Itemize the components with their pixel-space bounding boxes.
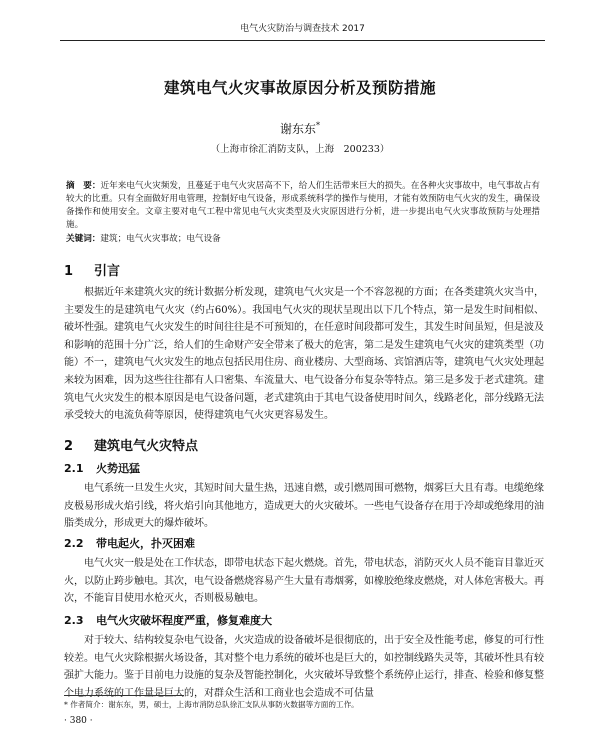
subsection-heading-2-1 — [64, 460, 140, 476]
author-line — [0, 120, 600, 137]
subsection-title: 火势迅猛 — [96, 462, 140, 475]
section-heading-features — [64, 435, 198, 454]
subsection-heading-2-3 — [64, 612, 272, 628]
footnote-rule — [64, 695, 184, 696]
paragraph-2-2: 电气火灾一般是处在工作状态，即带电状态下起火燃烧。首先，带电状态，消防灭火人员不能盲目靠近灭火，以防止跨步触电。其次，电气设备燃烧容易产生大量有毒烟雾，如橡胶绝缘皮燃烧，对人体危害极大。再次，不能盲目使用水枪灭火，否则极易触电。 — [64, 558, 544, 605]
keywords — [66, 233, 540, 246]
subsection-number: 2.3 — [64, 614, 84, 627]
section-heading-intro — [64, 260, 120, 279]
paragraph-intro: 根据近年来建筑火灾的统计数据分析发现，建筑电气火灾是一个不容忽视的方面；在各类建筑火灾当中，主要发生的是建筑电气火灾（约占60%）。我国电气火灾的现状呈现出以下几个特点，第一是发生时间相似、破坏性强。建筑电气火灾发生的时间往往是不可预知的，在任意时间段都可发生，其发生时间虽短，但是波及和影响的范围十分广泛，给人们的生命财产安全带来了极大的危害，第二是发生建筑电气火灾的建筑类型（功能）不一，建筑电气火灾发生的地点包括民用住房、商业楼房、大型商场、宾馆酒店等，建筑电气火灾处理起来较为困难，因为这些往往都有人口密集、车流量大、电气设备分布复杂等特点。第三是多发于老式建筑。建筑电气火灾发生的根本原因是电气设备问题，老式建筑由于其电气设备使用时间久，线路老化，部分线路无法承受较大的电流负荷等原因，使得建筑电气火灾更容易发生。 — [64, 287, 544, 422]
author-footnote-mark: * — [316, 121, 320, 130]
keywords-text: 建筑；电气火灾事故；电气设备 — [100, 234, 221, 244]
author-name: 谢东东 — [279, 122, 316, 136]
section-number: 1 — [64, 264, 74, 279]
section-title: 引言 — [94, 264, 121, 279]
section-number: 2 — [64, 439, 74, 454]
page-number: · 380 · — [64, 716, 93, 726]
section-title: 建筑电气火灾特点 — [94, 439, 199, 454]
affiliation: （上海市徐汇消防支队，上海 200233） — [210, 144, 390, 155]
author-footnote: * 作者简介：谢东东，男，硕士，上海市消防总队徐汇支队从事防火数据等方面的工作。 — [64, 700, 359, 709]
subsection-heading-2-2 — [64, 535, 195, 551]
subsection-title: 电气火灾破坏程度严重，修复难度大 — [96, 614, 272, 627]
article-title: 建筑电气火灾事故原因分析及预防措施 — [163, 79, 436, 97]
subsection-number: 2.2 — [64, 537, 84, 550]
subsection-title: 带电起火，扑灭困难 — [96, 537, 195, 550]
paragraph-2-1: 电气系统一旦发生火灾，其短时间大量生热，迅速自燃，或引燃周围可燃物，烟雾巨大且有毒。电缆绝缘皮极易形成火焰引线，将火焰引向其他地方，造成更大的火灾破坏。一些电气设备存在用于冷却或绝缘用的油脂类成分，形成更大的爆炸破坏。 — [64, 483, 544, 530]
abstract-text: 近年来电气火灾频发，且蔓延于电气火灾居高不下，给人们生活带来巨大的损失。在各种火灾事故中，电气事故占有较大的比重。只有全面做好用电管理，控制好电气设备，形成系统科学的操作与使用，才能有效预防电气火灾的发生，确保设备操作和使用安全。文章主要对电气工程中常见电气火灾类型及火灾原因进行分析，进一步提出电气火灾事故预防与处理措施。 — [66, 181, 540, 230]
keywords-label: 关键词： — [66, 234, 101, 244]
subsection-number: 2.1 — [64, 462, 84, 475]
paragraph-2-3: 对于较大、结构较复杂电气设备，火灾造成的设备破坏是很彻底的，出于安全及性能考虑，修复的可行性较差。电气火灾除根据火场设备，其对整个电力系统的破坏也是巨大的，如控制线路失灵等，其破坏性具有较强扩大能力。鉴于目前电力设施的复杂及智能控制化，火灾破坏导致整个系统停止运行，排查、检验和修复整个电力系统的工作量是巨大的，对群众生活和工商业也会造成不可估量 — [64, 635, 544, 699]
running-header: 电气火灾防治与调查技术 2017 — [60, 22, 545, 41]
abstract — [66, 180, 540, 232]
abstract-label: 摘 要： — [66, 181, 101, 191]
